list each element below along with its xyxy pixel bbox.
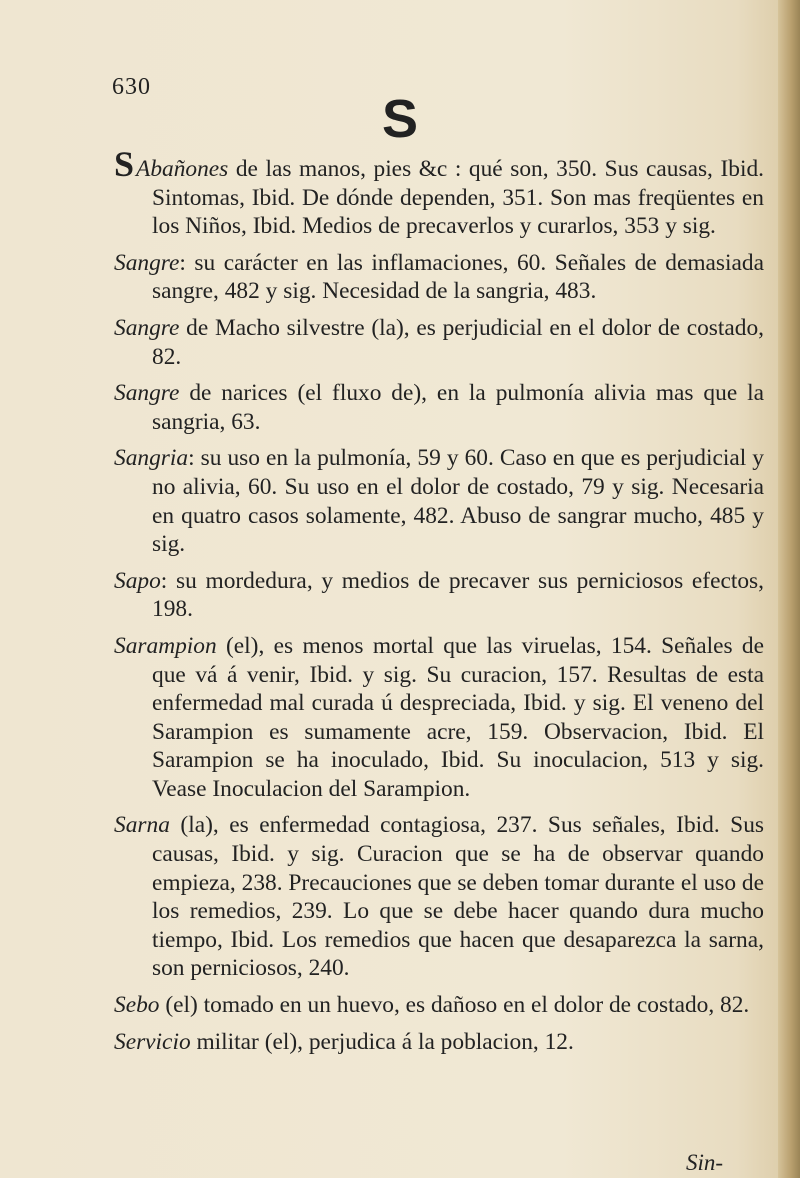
entry-headword: Sangre — [114, 249, 180, 276]
entry-text: (el) tomado en un huevo, es dañoso en el dolor de costado, 82. — [159, 992, 750, 1019]
entry-text: militar (el), perjudica á la poblacion, 12. — [190, 1028, 574, 1055]
entry-headword: Sangria — [114, 445, 189, 472]
entry-headword: Sebo — [114, 992, 160, 1019]
entry-headword: Sapo — [114, 567, 161, 594]
catchword: Sin- — [686, 1150, 724, 1175]
entry-text: de narices (el fluxo de), en la pulmonía alivia mas que la sangria, 63. — [152, 380, 764, 435]
index-entry — [114, 444, 764, 558]
section-letter: S — [381, 89, 419, 149]
page-number: 630 — [112, 74, 151, 100]
index-entry — [114, 632, 764, 804]
index-entry — [114, 567, 764, 624]
entry-headword: Sarampion — [114, 632, 217, 659]
entry-text: : su carácter en las inflamaciones, 60. Señales de demasiada sangre, 482 y sig. Necesidad de la sangria, 483. — [152, 249, 764, 305]
entry-headword: Sangre — [114, 380, 180, 407]
entry-text: (el), es menos mortal que las viruelas, 154. Señales de que vá á venir, Ibid. y sig. Su curacion, 157. Resultas de esta enfermedad mal curada ú despreciada, Ibid. y sig. El veneno del Sarampion es sumamente acre, 159. Observacion, Ibid. El Sarampion se ha inoculado, Ibid. Su inoculacion, 513 y sig. Vease Inoculacion del Sarampion. — [152, 632, 764, 802]
entry-headword: Abañones — [136, 156, 229, 182]
index-entry — [114, 249, 764, 306]
index-entry — [114, 991, 764, 1020]
entry-text: (la), es enfermedad contagiosa, 237. Sus señales, Ibid. Sus causas, Ibid. y sig. Curacion que se ha de observar quando empieza, 238. Precauciones que se deben tomar durante el uso de los remedios, 239. Lo que se debe hacer quando dura mucho tiempo, Ibid. Los remedios que hacen que desaparezca la sarna, son perniciosos, 240. — [152, 812, 764, 982]
drop-cap: S — [114, 144, 135, 184]
index-entries — [114, 146, 764, 1064]
page-edge — [778, 0, 800, 1178]
entry-headword: Sarna — [114, 812, 170, 839]
index-entry — [114, 811, 764, 983]
index-entry — [114, 146, 764, 241]
index-entry — [114, 1028, 764, 1057]
entry-text: : su uso en la pulmonía, 59 y 60. Caso en que es perjudicial y no alivia, 60. Su uso en el dolor de costado, 79 y sig. Necesaria en quatro casos solamente, 482. Abuso de sangrar mucho, 485 y sig. — [152, 445, 764, 558]
entry-headword: Servicio — [114, 1028, 191, 1055]
index-entry — [114, 379, 764, 436]
entry-text: : su mordedura, y medios de precaver sus perniciosos efectos, 198. — [152, 567, 764, 623]
entry-text: de las manos, pies &c : qué son, 350. Sus causas, Ibid. Sintomas, Ibid. De dónde dependen, 351. Son mas freqüentes en los Niños, Ibid. Medios de precaverlos y curarlos, 353 y sig. — [152, 156, 764, 240]
index-entry — [114, 314, 764, 371]
entry-headword: Sangre — [114, 314, 180, 341]
entry-text: de Macho silvestre (la), es perjudicial en el dolor de costado, 82. — [152, 314, 764, 370]
